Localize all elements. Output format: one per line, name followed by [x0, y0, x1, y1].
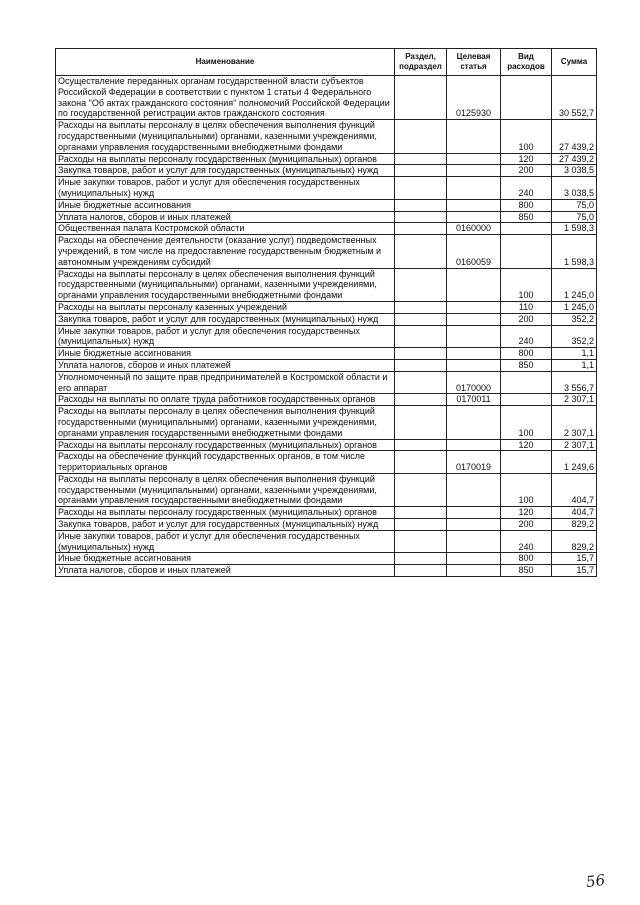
- cell-target: 0160059: [447, 235, 501, 268]
- cell-section: [395, 301, 447, 313]
- cell-name: Иные закупки товаров, работ и услуг для обеспечения государственных (муниципальных) нужд: [56, 530, 395, 553]
- cell-name: Уплата налогов, сборов и иных платежей: [56, 359, 395, 371]
- cell-target: 0125930: [447, 76, 501, 120]
- table-row: [56, 165, 597, 177]
- cell-name: Расходы на выплаты по оплате труда работников государственных органов: [56, 394, 395, 406]
- cell-name: Расходы на выплаты персоналу в целях обеспечения выполнения функций государственными (муниципальными) органами, казенными учреждениями, органами управления государственными внебюджетными фондами: [56, 268, 395, 301]
- cell-section: [395, 76, 447, 120]
- table-row: [56, 359, 597, 371]
- cell-kind: 850: [501, 565, 552, 577]
- table-row: [56, 507, 597, 519]
- cell-target: [447, 406, 501, 439]
- cell-name: Иные бюджетные ассигнования: [56, 348, 395, 360]
- cell-sum: 75,0: [552, 211, 597, 223]
- cell-section: [395, 165, 447, 177]
- cell-kind: 200: [501, 519, 552, 531]
- cell-section: [395, 565, 447, 577]
- header-sum: Сумма: [552, 49, 597, 76]
- cell-sum: 27 439,2: [552, 153, 597, 165]
- cell-section: [395, 268, 447, 301]
- cell-kind: 850: [501, 211, 552, 223]
- table-row: [56, 199, 597, 211]
- cell-target: [447, 211, 501, 223]
- cell-section: [395, 439, 447, 451]
- table-row: [56, 439, 597, 451]
- cell-name: Иные закупки товаров, работ и услуг для обеспечения государственных (муниципальных) нужд: [56, 325, 395, 348]
- cell-target: 0170011: [447, 394, 501, 406]
- cell-name: Расходы на выплаты персоналу государственных (муниципальных) органов: [56, 439, 395, 451]
- table-row: [56, 177, 597, 200]
- cell-sum: 3 038,5: [552, 177, 597, 200]
- cell-sum: 352,2: [552, 325, 597, 348]
- cell-section: [395, 371, 447, 394]
- cell-section: [395, 223, 447, 235]
- cell-kind: 800: [501, 199, 552, 211]
- cell-section: [395, 348, 447, 360]
- table-row: [56, 153, 597, 165]
- cell-sum: 2 307,1: [552, 394, 597, 406]
- table-body: [56, 76, 597, 577]
- table-row: [56, 530, 597, 553]
- cell-sum: 2 307,1: [552, 406, 597, 439]
- cell-name: Расходы на обеспечение функций государственных органов, в том числе территориальных органов: [56, 451, 395, 474]
- cell-sum: 1 245,0: [552, 268, 597, 301]
- cell-sum: 1 598,3: [552, 223, 597, 235]
- table-row: [56, 313, 597, 325]
- cell-kind: 100: [501, 406, 552, 439]
- cell-kind: 100: [501, 473, 552, 506]
- cell-section: [395, 177, 447, 200]
- cell-name: Расходы на выплаты персоналу государственных (муниципальных) органов: [56, 507, 395, 519]
- cell-name: Иные закупки товаров, работ и услуг для обеспечения государственных (муниципальных) нужд: [56, 177, 395, 200]
- cell-kind: 120: [501, 439, 552, 451]
- table-row: [56, 235, 597, 268]
- cell-sum: 1,1: [552, 359, 597, 371]
- cell-sum: 1 598,3: [552, 235, 597, 268]
- table-row: [56, 451, 597, 474]
- cell-section: [395, 359, 447, 371]
- cell-kind: 240: [501, 530, 552, 553]
- cell-sum: 3 038,5: [552, 165, 597, 177]
- cell-target: [447, 359, 501, 371]
- cell-name: Уплата налогов, сборов и иных платежей: [56, 211, 395, 223]
- header-target: Целевая статья: [447, 49, 501, 76]
- cell-sum: 3 556,7: [552, 371, 597, 394]
- table-row: [56, 406, 597, 439]
- budget-table: [55, 48, 597, 577]
- cell-kind: 120: [501, 153, 552, 165]
- cell-kind: 800: [501, 553, 552, 565]
- table-row: [56, 519, 597, 531]
- cell-kind: [501, 371, 552, 394]
- table-row: [56, 120, 597, 153]
- cell-target: [447, 268, 501, 301]
- cell-section: [395, 235, 447, 268]
- cell-name: Уплата налогов, сборов и иных платежей: [56, 565, 395, 577]
- cell-sum: 352,2: [552, 313, 597, 325]
- cell-sum: 1,1: [552, 348, 597, 360]
- cell-target: [447, 473, 501, 506]
- table-row: [56, 553, 597, 565]
- table-row: [56, 325, 597, 348]
- cell-target: [447, 313, 501, 325]
- cell-kind: 200: [501, 313, 552, 325]
- cell-target: 0170019: [447, 451, 501, 474]
- header-kind: Вид расходов: [501, 49, 552, 76]
- cell-name: Расходы на выплаты персоналу в целях обеспечения выполнения функций государственными (муниципальными) органами, казенными учреждениями, органами управления государственными внебюджетными фондами: [56, 473, 395, 506]
- cell-sum: 1 245,0: [552, 301, 597, 313]
- cell-section: [395, 120, 447, 153]
- cell-section: [395, 406, 447, 439]
- cell-kind: 100: [501, 268, 552, 301]
- table-row: [56, 268, 597, 301]
- cell-target: [447, 519, 501, 531]
- cell-kind: 100: [501, 120, 552, 153]
- cell-sum: 404,7: [552, 507, 597, 519]
- cell-kind: [501, 76, 552, 120]
- page-number: 56: [584, 870, 607, 892]
- cell-name: Расходы на выплаты персоналу в целях обеспечения выполнения функций государственными (муниципальными) органами, казенными учреждениями, органами управления государственными внебюджетными фондами: [56, 120, 395, 153]
- cell-name: Закупка товаров, работ и услуг для государственных (муниципальных) нужд: [56, 165, 395, 177]
- cell-section: [395, 313, 447, 325]
- cell-sum: 1 249,6: [552, 451, 597, 474]
- cell-section: [395, 451, 447, 474]
- cell-name: Расходы на выплаты персоналу в целях обеспечения выполнения функций государственными (муниципальными) органами, казенными учреждениями, органами управления государственными внебюджетными фондами: [56, 406, 395, 439]
- table-row: [56, 223, 597, 235]
- cell-kind: 240: [501, 177, 552, 200]
- cell-target: [447, 530, 501, 553]
- cell-sum: 2 307,1: [552, 439, 597, 451]
- cell-target: [447, 199, 501, 211]
- table-row: [56, 211, 597, 223]
- cell-target: 0160000: [447, 223, 501, 235]
- cell-section: [395, 211, 447, 223]
- cell-kind: 850: [501, 359, 552, 371]
- cell-section: [395, 325, 447, 348]
- cell-name: Расходы на выплаты персоналу государственных (муниципальных) органов: [56, 153, 395, 165]
- cell-section: [395, 153, 447, 165]
- header-name: Наименование: [56, 49, 395, 76]
- cell-kind: [501, 235, 552, 268]
- table-row: [56, 301, 597, 313]
- header-section: Раздел, подраздел: [395, 49, 447, 76]
- cell-section: [395, 473, 447, 506]
- table-header-row: [56, 49, 597, 76]
- cell-sum: 829,2: [552, 519, 597, 531]
- cell-kind: 200: [501, 165, 552, 177]
- cell-target: 0170000: [447, 371, 501, 394]
- cell-target: [447, 439, 501, 451]
- cell-name: Расходы на обеспечение деятельности (оказание услуг) подведомственных учреждений, в том числе на предоставление государственным бюджетным и автономным учреждениям субсидий: [56, 235, 395, 268]
- cell-target: [447, 325, 501, 348]
- cell-target: [447, 553, 501, 565]
- cell-name: Общественная палата Костромской области: [56, 223, 395, 235]
- cell-target: [447, 165, 501, 177]
- cell-name: Уполномоченный по защите прав предпринимателей в Костромской области и его аппарат: [56, 371, 395, 394]
- cell-section: [395, 553, 447, 565]
- table-row: [56, 473, 597, 506]
- cell-target: [447, 120, 501, 153]
- cell-name: Расходы на выплаты персоналу казенных учреждений: [56, 301, 395, 313]
- cell-target: [447, 565, 501, 577]
- cell-sum: 15,7: [552, 565, 597, 577]
- cell-name: Закупка товаров, работ и услуг для государственных (муниципальных) нужд: [56, 519, 395, 531]
- table-row: [56, 371, 597, 394]
- cell-name: Иные бюджетные ассигнования: [56, 199, 395, 211]
- cell-sum: 27 439,2: [552, 120, 597, 153]
- table-row: [56, 394, 597, 406]
- cell-sum: 30 552,7: [552, 76, 597, 120]
- cell-kind: [501, 394, 552, 406]
- cell-kind: [501, 223, 552, 235]
- cell-kind: 800: [501, 348, 552, 360]
- cell-name: Иные бюджетные ассигнования: [56, 553, 395, 565]
- cell-target: [447, 507, 501, 519]
- cell-kind: 120: [501, 507, 552, 519]
- cell-section: [395, 530, 447, 553]
- cell-target: [447, 301, 501, 313]
- cell-section: [395, 199, 447, 211]
- cell-sum: 15,7: [552, 553, 597, 565]
- cell-kind: 240: [501, 325, 552, 348]
- cell-target: [447, 153, 501, 165]
- cell-kind: 110: [501, 301, 552, 313]
- cell-sum: 404,7: [552, 473, 597, 506]
- cell-target: [447, 348, 501, 360]
- table-row: [56, 76, 597, 120]
- table-row: [56, 565, 597, 577]
- cell-kind: [501, 451, 552, 474]
- cell-sum: 75,0: [552, 199, 597, 211]
- cell-target: [447, 177, 501, 200]
- cell-section: [395, 394, 447, 406]
- cell-section: [395, 507, 447, 519]
- table-row: [56, 348, 597, 360]
- cell-section: [395, 519, 447, 531]
- cell-name: Закупка товаров, работ и услуг для государственных (муниципальных) нужд: [56, 313, 395, 325]
- cell-sum: 829,2: [552, 530, 597, 553]
- cell-name: Осуществление переданных органам государственной власти субъектов Российской Федерации в соответствии с пунктом 1 статьи 4 Федерального закона "Об актах гражданского состояния" полномочий Российской Федерации по государственной регистрации актов гражданского состояния: [56, 76, 395, 120]
